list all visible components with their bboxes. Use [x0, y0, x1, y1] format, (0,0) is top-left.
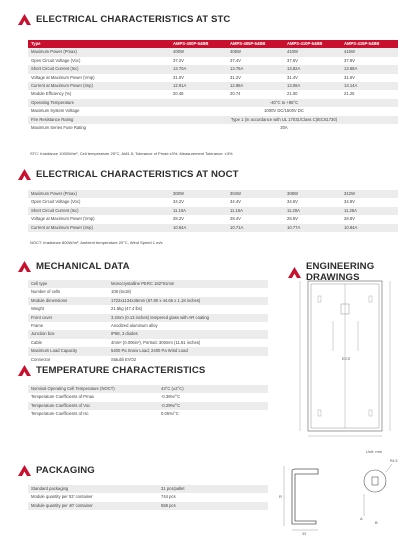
table-row: [28, 124, 398, 132]
stc-section-title: ELECTRICAL CHARACTERISTICS AT STC: [18, 14, 230, 25]
table-cell: Weight: [31, 306, 44, 312]
table-cell: Temperature Coefficients of Isc: [31, 411, 89, 417]
table-row: [28, 330, 268, 338]
table-cell: 415W: [341, 48, 398, 56]
table-cell: 13.88A: [341, 65, 398, 73]
frame-section-drawing: [284, 466, 318, 530]
table-cell: 30A: [280, 125, 288, 130]
table-row: [28, 288, 268, 296]
table-cell: 34.4V: [230, 199, 241, 205]
table-row: [28, 393, 268, 401]
stc-table: [28, 40, 398, 132]
table-cell: Current at Maximum Power (Imp): [28, 224, 170, 232]
table-cell: 20.48: [173, 91, 184, 97]
table-cell: 28.6V: [287, 216, 298, 222]
table-cell: Module Efficiency (%): [31, 91, 72, 97]
table-header-cell: AMPS-410P-54BB: [284, 40, 341, 48]
table-header-cell: AMPS-415P-54BB: [341, 40, 398, 48]
table-cell: Short Circuit Current (Isc): [28, 207, 170, 215]
drawing-label-33: 33: [302, 532, 306, 536]
table-row: [28, 339, 268, 347]
mounting-hole-drawing: [364, 464, 392, 516]
table-cell: 31.2V: [230, 74, 241, 80]
table-cell: 308W: [284, 190, 341, 198]
drawing-label-a: A: [360, 516, 363, 521]
noct-table: [28, 190, 398, 232]
table-row: [28, 82, 398, 90]
table-cell: 1000V DC/1500V DC: [264, 108, 304, 114]
table-row: [28, 493, 268, 501]
table-row: [28, 65, 398, 73]
temperature-table: [28, 385, 268, 419]
table-cell: 21.25: [344, 91, 355, 97]
table-row: [28, 190, 398, 198]
table-cell: Open Circuit Voltage (Voc): [31, 57, 81, 63]
table-row: [28, 280, 268, 288]
table-header-cell: AMPS-405P-54BB: [227, 40, 284, 48]
table-cell: 3.2mm (0.13 inches) tempered glass with AR coating: [108, 314, 268, 322]
noct-note: NOCT: Irradiance 800W/m², Ambient temperature 20°C, Wind Speed 1 m/s: [30, 240, 163, 245]
table-row: [28, 385, 268, 393]
table-cell: 13.82A: [284, 65, 341, 73]
table-cell: 12.91A: [170, 82, 227, 90]
table-cell: Number of cells: [31, 289, 61, 295]
table-header-cell: AMPS-400P-54BB: [170, 40, 227, 48]
table-cell: 405W: [227, 48, 284, 56]
table-cell: 10.84A: [341, 224, 398, 232]
table-cell: 13.06A: [284, 82, 341, 90]
table-cell: Front cover: [28, 314, 108, 322]
table-row: [28, 198, 398, 206]
table-cell: Cable: [31, 339, 42, 345]
table-cell: 108 (6x18): [111, 289, 132, 295]
drawing-label-r: R: [279, 494, 282, 499]
table-cell: 13.76A: [227, 65, 284, 73]
table-cell: 37.4V: [230, 57, 241, 63]
table-row: [28, 99, 398, 107]
table-cell: Voltage at Maximum Power (Vmp): [31, 74, 95, 80]
table-cell: 28.2V: [173, 216, 184, 222]
table-cell: 34.6V: [287, 199, 298, 205]
table-cell: 4mm² (0.006in²), Portrait: 300mm (11.81 inches): [111, 339, 201, 345]
table-cell: 28.8V: [344, 216, 355, 222]
table-cell: 10.71A: [227, 224, 284, 232]
table-cell: 21.00: [287, 91, 298, 97]
table-cell: Maximum Power (Pmax): [28, 48, 170, 56]
table-cell: Temperature Coefficients of Pmax: [31, 394, 94, 400]
table-row: [28, 90, 398, 98]
table-cell: 11.20A: [284, 207, 341, 215]
table-cell: Operating Temperature: [28, 99, 170, 107]
triangle-logo-icon: [18, 365, 31, 376]
table-cell: 21.5kg (47.4 lbs): [111, 306, 143, 312]
table-cell: Standard packaging: [28, 485, 158, 493]
table-row: [28, 107, 398, 115]
table-header-row: [28, 40, 398, 48]
table-cell: 43°C (±2°C): [158, 385, 268, 393]
drawing-label-ecs: ECS: [342, 356, 351, 361]
table-cell: 31.0V: [173, 74, 184, 80]
packaging-section-title: PACKAGING: [18, 465, 95, 476]
table-row: [28, 402, 268, 410]
table-cell: Short Circuit Current (Isc): [28, 65, 170, 73]
packaging-table: [28, 485, 268, 510]
table-cell: 410W: [284, 48, 341, 56]
table-cell: 34.8V: [344, 199, 355, 205]
table-row: [28, 48, 398, 56]
table-cell: 34.2V: [173, 199, 184, 205]
triangle-logo-icon: [18, 169, 31, 180]
table-cell: 11.10A: [170, 207, 227, 215]
table-cell: 12.98A: [227, 82, 284, 90]
table-cell: Maximum Load Capacity: [28, 347, 108, 355]
table-cell: 11.25A: [341, 207, 398, 215]
table-cell: 37.2V: [173, 57, 184, 63]
table-cell: Current at Maximum Power (Imp): [28, 82, 170, 90]
table-row: [28, 347, 268, 355]
triangle-logo-icon: [18, 261, 31, 272]
table-row: [28, 215, 398, 223]
table-cell: Cell type: [28, 280, 108, 288]
table-row: [28, 502, 268, 510]
table-cell: 300W: [170, 190, 227, 198]
table-cell: 11.15A: [227, 207, 284, 215]
table-cell: 304W: [227, 190, 284, 198]
noct-section-title: ELECTRICAL CHARACTERISTICS AT NOCT: [18, 169, 239, 180]
table-cell: Junction box: [28, 330, 108, 338]
table-row: [28, 322, 268, 330]
mechanical-section-title: MECHANICAL DATA: [18, 261, 130, 272]
table-cell: Stäubli EVO2: [111, 356, 137, 362]
table-cell: Fire Resistance Rating: [28, 116, 170, 124]
table-cell: 37.6V: [287, 57, 298, 63]
table-cell: IP68, 3 diodes: [108, 330, 268, 338]
table-row: [28, 410, 268, 418]
engineering-drawings: [278, 276, 414, 536]
table-cell: 744 pcs: [161, 494, 176, 500]
table-cell: 10.77A: [284, 224, 341, 232]
drawing-label-r45: R4.5: [390, 459, 398, 463]
table-cell: 31.4V: [287, 74, 298, 80]
drawings-section-title: ENGINEERING DRAWINGS: [288, 261, 416, 283]
table-row: [28, 207, 398, 215]
table-cell: 37.8V: [344, 57, 355, 63]
table-row: [28, 297, 268, 305]
table-row: [28, 356, 268, 364]
table-row: [28, 224, 398, 232]
table-cell: Module dimensions: [28, 297, 108, 305]
table-cell: 10.64A: [170, 224, 227, 232]
table-cell: Frame: [31, 323, 44, 329]
table-cell: Type 1 (in accordance with UL 17031/Class C(IEC61730): [170, 116, 398, 124]
table-cell: 558 pcs: [158, 502, 268, 510]
drawing-label-b: B: [375, 520, 378, 525]
table-cell: 31 pcs/pallet: [158, 485, 268, 493]
table-cell: Maximum Series Fuse Rating: [31, 125, 86, 130]
mechanical-table: [28, 280, 268, 364]
table-cell: 13.14A: [341, 82, 398, 90]
table-cell: Module quantity per 40' container: [28, 502, 158, 510]
temperature-section-title: TEMPERATURE CHARACTERISTICS: [18, 365, 205, 376]
table-cell: Nominal Operating Cell Temperature (NOCT): [28, 385, 158, 393]
table-cell: 31.6V: [344, 74, 355, 80]
table-cell: Maximum Power (Pmax): [28, 190, 170, 198]
table-cell: Maximum System Voltage: [31, 108, 80, 114]
table-cell: Connector: [31, 356, 51, 362]
table-cell: 13.70A: [170, 65, 227, 73]
table-cell: Anodized aluminum alloy: [111, 323, 158, 329]
table-row: [28, 485, 268, 493]
table-row: [28, 314, 268, 322]
table-cell: 1722x1134x35mm (67.80 x 44.65 x 1.18 inches): [108, 297, 268, 305]
table-cell: 28.4V: [230, 216, 241, 222]
table-row: [28, 57, 398, 65]
table-cell: 5400 Pa Snow Load, 2400 Pa Wind Load: [108, 347, 268, 355]
table-cell: 0.05%/°C: [161, 411, 179, 417]
triangle-logo-icon: [18, 465, 31, 476]
table-cell: -0.36%/°C: [161, 394, 181, 400]
table-header-cell: Type: [28, 40, 170, 48]
table-cell: 20.74: [230, 91, 241, 97]
table-cell: Module quantity per 53' container: [31, 494, 93, 500]
table-cell: -0.29%/°C: [158, 402, 268, 410]
table-cell: Open Circuit Voltage (Voc): [31, 199, 81, 205]
table-cell: Monocrystalline PERC 182*91mm: [108, 280, 268, 288]
triangle-logo-icon: [18, 14, 31, 25]
table-cell: -40°C to +85°C: [170, 99, 398, 107]
drawing-unit-label: Unit: mm: [366, 449, 382, 454]
table-cell: 312W: [341, 190, 398, 198]
table-cell: Temperature Coefficients of Voc: [28, 402, 158, 410]
stc-note: STC: Irradiance 1000W/m², Cell temperature 25°C, AM1.5; Tolerance of Pmax:±3%; Measurement Tolerance: ±3%: [30, 151, 233, 156]
table-row: [28, 305, 268, 313]
table-row: [28, 116, 398, 124]
table-cell: 400W: [170, 48, 227, 56]
table-row: [28, 74, 398, 82]
table-cell: Voltage at Maximum Power (Vmp): [31, 216, 95, 222]
